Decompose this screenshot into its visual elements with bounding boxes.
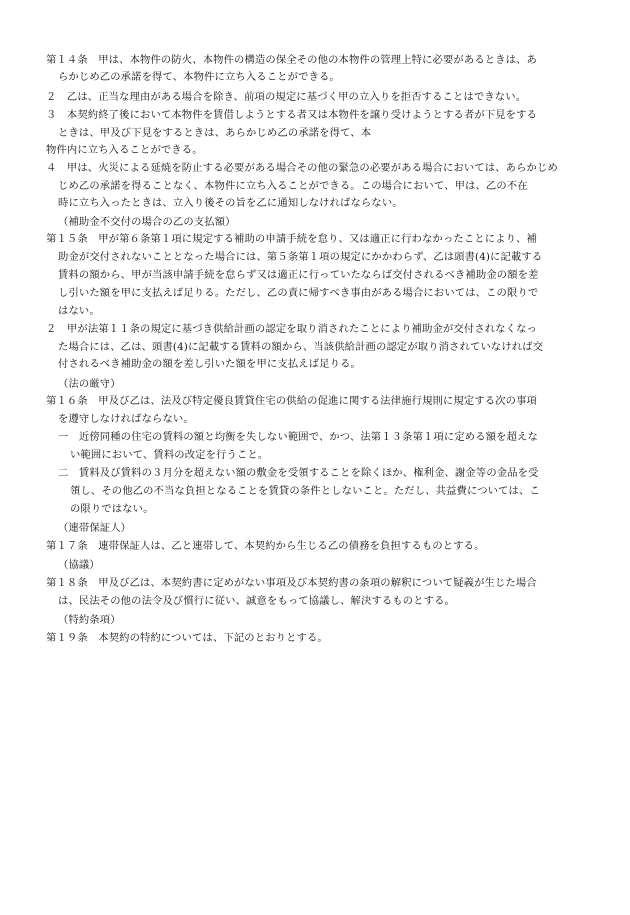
article-14-para-4-line-2: じめ乙の承諾を得ることなく、本物件に立ち入ることができる。この場合において、甲は、乙の不在 bbox=[58, 180, 528, 192]
heading-article-19: （特約条項） bbox=[58, 614, 121, 626]
article-16-line-2: を遵守しなければならない。 bbox=[58, 413, 194, 425]
article-15-line-4: し引いた額を甲に支払えば足りる。ただし、乙の責に帰すべき事由がある場合においては、この限りで bbox=[58, 287, 539, 299]
heading-article-16: （法の厳守） bbox=[58, 378, 121, 390]
article-14-para-2: ２ 乙は、正当な理由がある場合を除き、前項の規定に基づく甲の立入りを拒否することはできない。 bbox=[46, 91, 527, 103]
article-15-line-1: 第１５条 甲が第６条第１項に規定する補助の申請手続を怠り、又は適正に行わなかったことにより、補 bbox=[46, 233, 538, 245]
article-16-line-1: 第１６条 甲及び乙は、法及び特定優良賃貸住宅の供給の促進に関する法律施行規則に規定する次の事項 bbox=[46, 395, 538, 407]
heading-article-15: （補助金不交付の場合の乙の支払額） bbox=[58, 216, 236, 228]
article-18-line-2: は、民法その他の法令及び慣行に従い、誠意をもって協議し、解決するものとする。 bbox=[58, 595, 455, 607]
heading-article-17: （連帯保証人） bbox=[58, 522, 132, 534]
article-16-item-2-line-2: 領し、その他乙の不当な負担となることを賃貸の条件としないこと。ただし、共益費については、こ bbox=[70, 485, 540, 497]
heading-article-18: （協議） bbox=[58, 559, 100, 571]
article-15-line-3: 賃料の額から、甲が当該申請手続を怠らず又は適正に行っていたならば交付されるべき補助金の額を差 bbox=[58, 269, 539, 281]
article-14-para-4-line-1: ４ 甲は、火災による延焼を防止する必要がある場合その他の緊急の必要がある場合においては、あらかじめ bbox=[46, 162, 558, 174]
article-16-item-2-line-1: 二 賃料及び賃料の３月分を超えない額の敷金を受領することを除くほか、権利金、謝金等の金品を受 bbox=[58, 467, 539, 479]
article-14-para-3-line-1: ３ 本契約終了後において本物件を賃借しようとする者又は本物件を譲り受けようとする者が下見をする bbox=[46, 109, 538, 121]
article-14-para-4-line-3: 時に立ち入ったときは、立入り後その旨を乙に通知しなければならない。 bbox=[58, 197, 403, 209]
article-14-para-3-line-3: 物件内に立ち入ることができる。 bbox=[46, 144, 203, 156]
article-14-line-1: 第１４条 甲は、本物件の防火、本物件の構造の保全その他の本物件の管理上特に必要があるときは、あ bbox=[46, 54, 538, 66]
article-14-para-3-line-2: ときは、甲及び下見をするときは、あらかじめ乙の承諾を得て、本 bbox=[58, 127, 372, 139]
article-17-line-1: 第１７条 連帯保証人は、乙と連帯して、本契約から生じる乙の債務を負担するものとする。 bbox=[46, 540, 485, 552]
article-14-line-2: らかじめ乙の承諾を得て、本物件に立ち入ることができる。 bbox=[58, 71, 340, 83]
article-15-line-5: はない。 bbox=[58, 305, 100, 317]
article-15-para-2-line-3: 付されるべき補助金の額を差し引いた額を甲に支払えば足りる。 bbox=[58, 358, 361, 370]
article-18-line-1: 第１８条 甲及び乙は、本契約書に定めがない事項及び本契約書の条項の解釈について疑義が生じた場合 bbox=[46, 577, 537, 589]
article-15-line-2: 助金が交付されないこととなった場合には、第５条第１項の規定にかかわらず、乙は頭書(4)に記載する bbox=[58, 251, 543, 263]
article-15-para-2-line-2: た場合には、乙は、頭書(4)に記載する賃料の額から、当該供給計画の認定が取り消されていなければ交 bbox=[58, 341, 544, 353]
article-16-item-1-line-1: 一 近傍同種の住宅の賃料の額と均衡を失しない範囲で、かつ、法第１３条第１項に定める額を超えな bbox=[58, 431, 538, 443]
article-15-para-2-line-1: ２ 甲が法第１１条の規定に基づき供給計画の認定を取り消されたことにより補助金が交付されなくなっ bbox=[46, 323, 538, 335]
article-16-item-1-line-2: い範囲において、賃料の改定を行うこと。 bbox=[70, 449, 269, 461]
article-16-item-2-line-3: の限りではない。 bbox=[70, 503, 154, 515]
article-19-line-1: 第１９条 本契約の特約については、下記のとおりとする。 bbox=[46, 632, 328, 644]
